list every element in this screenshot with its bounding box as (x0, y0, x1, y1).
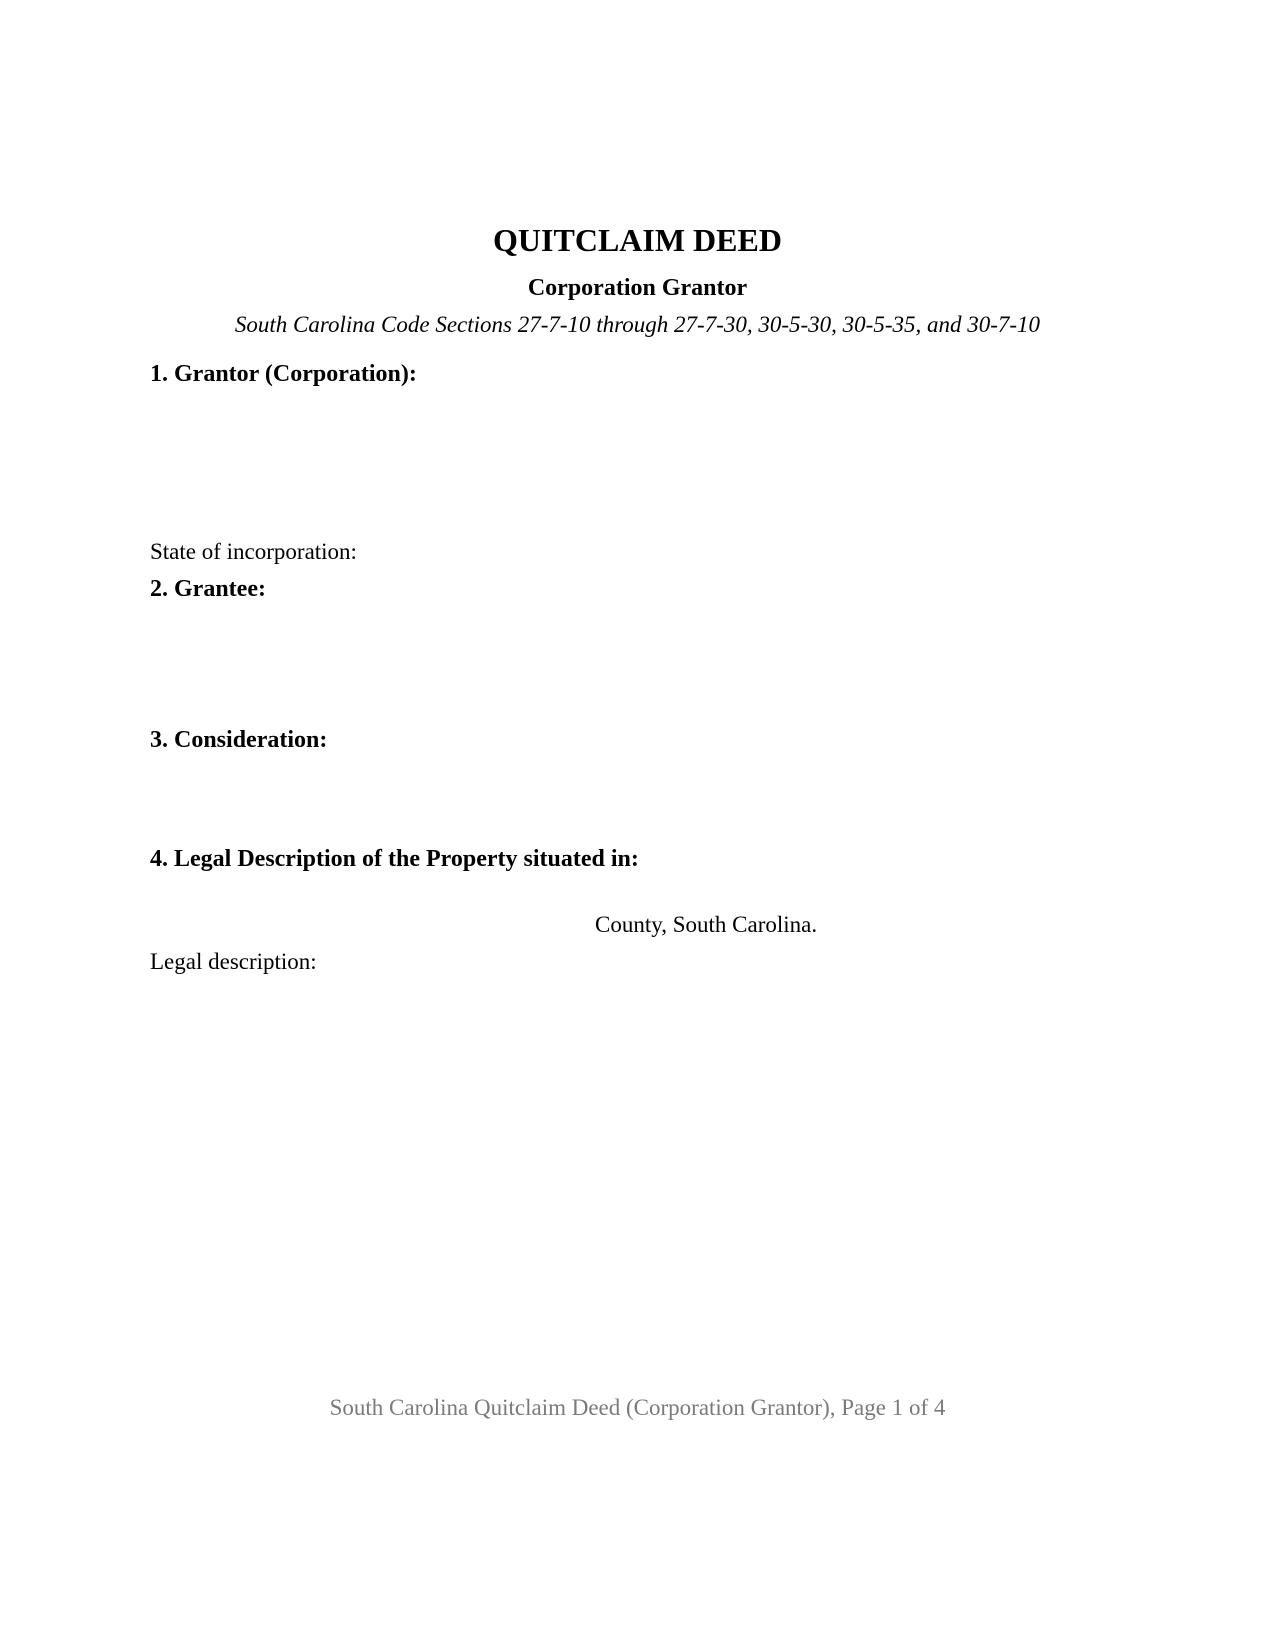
legal-description-heading: 4. Legal Description of the Property situated in: (150, 846, 639, 872)
legal-description-label: Legal description: (150, 949, 317, 974)
grantee-heading: 2. Grantee: (150, 576, 266, 602)
county-field[interactable] (150, 911, 580, 939)
document-title: QUITCLAIM DEED (493, 222, 782, 258)
state-of-incorporation-label: State of incorporation: (150, 539, 357, 564)
grantor-heading: 1. Grantor (Corporation): (150, 361, 417, 387)
grantee-field[interactable] (150, 607, 1125, 717)
document-subtitle: Corporation Grantor (527, 275, 748, 301)
legal-description-field[interactable] (150, 980, 1125, 1340)
code-reference: South Carolina Code Sections 27-7-10 through 27-7-30, 30-5-30, 30-5-35, and 30-7-10 (234, 312, 1041, 337)
page-footer: South Carolina Quitclaim Deed (Corporation Grantor), Page 1 of 4 (329, 1395, 946, 1420)
consideration-field[interactable] (150, 758, 1125, 838)
state-of-incorporation-field[interactable] (380, 538, 780, 566)
consideration-heading: 3. Consideration: (150, 727, 328, 753)
grantor-field[interactable] (150, 392, 1125, 522)
county-suffix-text: County, South Carolina. (595, 912, 818, 937)
